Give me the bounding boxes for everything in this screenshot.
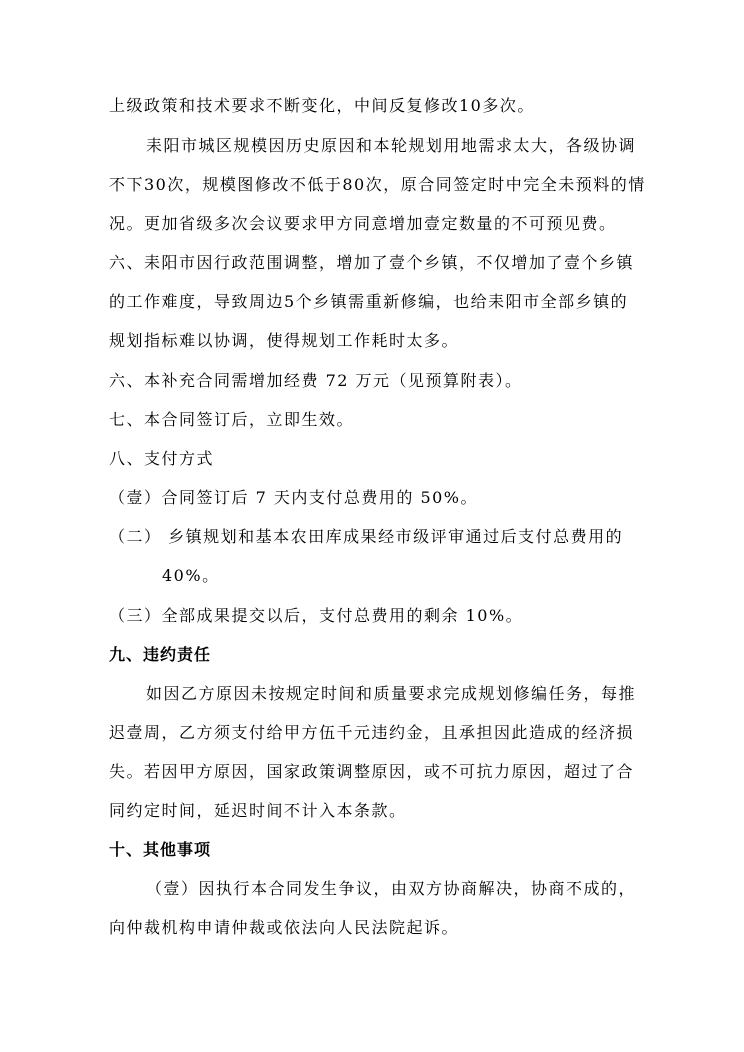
paragraph-line: 如因乙方原因未按规定时间和质量要求完成规划修编任务，每推 — [146, 684, 637, 703]
paragraph-line: 迟壹周，乙方须支付给甲方伍千元违约金，且承担因此造成的经济损 — [109, 723, 635, 742]
paragraph-line: （壹）因执行本合同发生争议，由双方协商解决，协商不成的， — [146, 879, 637, 898]
paragraph-line: 六、耒阳市因行政范围调整，增加了壹个乡镇，不仅增加了壹个乡镇 — [109, 253, 635, 272]
list-item: （二） 乡镇规划和基本农田库成果经市级评审通过后支付总费用的 — [109, 527, 624, 546]
paragraph-line: 不下30次，规模图修改不低于80次，原合同签定时中完全未预料的情 — [109, 175, 646, 194]
paragraph-line: 向仲裁机构申请仲裁或依法向人民法院起诉。 — [109, 918, 460, 937]
paragraph-line: 六、本补充合同需增加经费 72 万元（见预算附表）。 — [109, 371, 523, 390]
paragraph-line: 同约定时间，延迟时间不计入本条款。 — [109, 801, 407, 820]
paragraph-line: 上级政策和技术要求不断变化，中间反复修改10多次。 — [109, 96, 535, 115]
section-heading: 十、其他事项 — [109, 840, 212, 859]
paragraph-line: 况。更加省级多次会议要求甲方同意增加壹定数量的不可预见费。 — [109, 214, 617, 233]
list-item: （三）全部成果提交以后，支付总费用的剩余 10%。 — [109, 606, 524, 625]
paragraph-line: 规划指标难以协调，使得规划工作耗时太多。 — [109, 331, 460, 350]
section-heading: 八、支付方式 — [109, 449, 215, 468]
section-heading: 九、违约责任 — [109, 645, 212, 664]
paragraph-line: 七、本合同签订后，立即生效。 — [109, 410, 355, 429]
list-item: （壹）合同签订后 7 天内支付总费用的 50%。 — [109, 488, 479, 507]
paragraph-line: 耒阳市城区规模因历史原因和本轮规划用地需求太大，各级协调 — [146, 136, 637, 155]
list-item-continuation: 40%。 — [162, 566, 220, 585]
paragraph-line: 失。若因甲方原因，国家政策调整原因，或不可抗力原因，超过了合 — [109, 762, 635, 781]
paragraph-line: 的工作难度，导致周边5个乡镇需重新修编，也给耒阳市全部乡镇的 — [109, 292, 629, 311]
